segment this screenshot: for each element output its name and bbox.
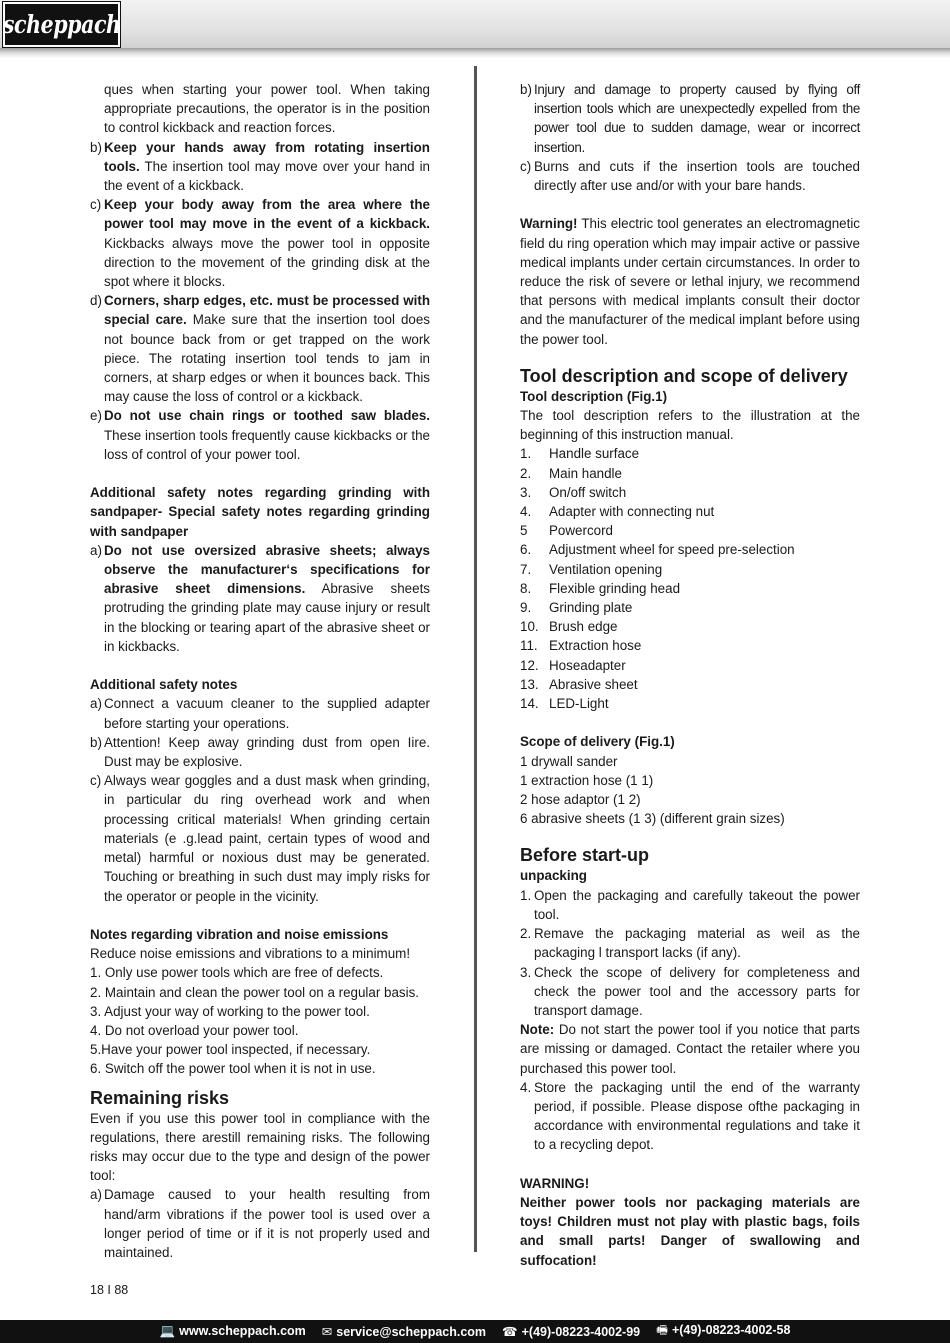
list-item <box>90 771 430 905</box>
list-item: 11. Extraction hose <box>520 638 642 654</box>
footer-bar <box>0 1320 950 1343</box>
list-item: 1 drywall sander <box>520 753 618 769</box>
kickback-list <box>90 138 430 464</box>
emf-warning <box>520 214 860 348</box>
footer-email[interactable]: ✉ service@scheppach.com <box>321 1325 487 1339</box>
kickback-intro: ques when starting your power tool. When taking appropriate precautions, the operator is in the position to control kickback and reaction forces. <box>104 82 430 136</box>
item-text: Make sure that the insertion tool does not bounce back from or get trapped on the work piece. The rotating insertion tool tends to jam in corners, at sharp edges or when it bounces back. This may cause the loss of control or a kickback. <box>104 312 431 405</box>
item-marker: b) <box>520 82 532 97</box>
list-item: 7. Ventilation opening <box>520 561 663 577</box>
item-marker: b) <box>90 139 102 155</box>
list-item: 10. Brush edge <box>520 619 618 635</box>
list-item: 2 hose adaptor (1 2) <box>520 792 641 808</box>
list-item: 9. Grinding plate <box>520 600 633 616</box>
tool-description-title: Tool description and scope of delivery <box>520 365 848 386</box>
list-item: 3. Adjust your way of working to the power tool. <box>90 1003 370 1019</box>
item-marker: a) <box>90 1187 102 1203</box>
warning-children: Neither power tools nor packaging materials are toys! Children must not play with plastic bags, foils and small parts! Danger of swallowing and suffocation! <box>520 1194 860 1268</box>
computer-icon: 💻 <box>159 1324 176 1338</box>
scope-list <box>520 752 860 829</box>
list-item: 1. Handle surface <box>520 446 640 462</box>
item-bold: Keep your body away from the area where the power tool may move in the event of a kickback. <box>104 197 430 232</box>
list-item: 6. Switch off the power tool when it is not in use. <box>90 1061 376 1077</box>
list-item: 13. Abrasive sheet <box>520 676 638 692</box>
tool-description-intro: The tool description refers to the illustration at the beginning of this instruction manual. <box>520 408 860 443</box>
brand-logo <box>3 2 120 47</box>
remaining-risks-intro: Even if you use this power tool in compliance with the regulations, there arestill remaining risks. The following risks may occur due to the type and design of the power tool: <box>90 1110 430 1184</box>
item-bold: Corners, sharp edges, etc. must be processed with special care. <box>104 293 430 328</box>
right-column <box>520 80 860 1270</box>
item-bold: Do not use chain rings or toothed saw blades. <box>104 408 430 424</box>
list-item: 2. Remave the packaging material as weil as the packaging l transport lacks (if any). <box>520 926 860 961</box>
item-marker: c) <box>90 773 102 789</box>
list-item: 4. Do not overload your power tool. <box>90 1022 299 1038</box>
item-marker: a) <box>90 696 102 712</box>
item-text: These insertion tools frequently cause kickbacks or the loss of control of your power tool. <box>104 427 430 462</box>
left-column <box>90 80 430 1262</box>
item-marker: e) <box>90 408 102 424</box>
scope-of-delivery-subheading: Scope of delivery (Fig.1) <box>520 734 675 750</box>
item-text: Abrasive sheets protruding the grinding plate may cause injury or result in the blocking or tearing apart of the abrasive sheet or in kickbacks. <box>104 581 430 654</box>
list-item: 6. Adjustment wheel for speed pre-selection <box>520 542 795 558</box>
vibration-intro: Reduce noise emissions and vibrations to a minimum! <box>90 946 411 962</box>
list-item: 3. Check the scope of delivery for completeness and check the power tool and the accessory parts for transport damage. <box>520 964 860 1018</box>
list-item <box>90 406 430 464</box>
envelope-icon: ✉ <box>321 1325 333 1339</box>
list-item <box>90 291 430 406</box>
list-item: 5.Have your power tool inspected, if necessary. <box>90 1042 371 1058</box>
list-item: 4. Adapter with connecting nut <box>520 504 715 520</box>
footer-fax: 🖷 +(49)-08223-4002-58 <box>656 1323 791 1337</box>
list-item <box>520 157 860 195</box>
list-item: 5 Powercord <box>520 523 614 539</box>
column-divider <box>474 66 477 1252</box>
note-text: Do not start the power tool if you notice that parts are missing or damaged. Contact the retailer where you purchased this power tool. <box>520 1022 860 1076</box>
item-bold: Keep your hands away from rotating insertion tools. <box>104 139 430 174</box>
note-paragraph <box>520 1020 860 1078</box>
warning-label: Warning! <box>520 216 578 232</box>
list-item: 1. Open the packaging and carefully takeout the power tool. <box>520 887 860 922</box>
list-item: 2. Main handle <box>520 465 622 481</box>
phone-icon: ☎ <box>502 1325 518 1339</box>
item-text: Attention! Keep away grinding dust from open Iire. Dust may be explosive. <box>104 734 430 770</box>
logo-text: scheppach <box>2 10 121 39</box>
header-bar <box>0 0 950 50</box>
parts-list <box>520 444 860 713</box>
before-start-up-title: Before start-up <box>520 845 650 866</box>
list-item <box>90 694 430 732</box>
item-text: Kickbacks always move the power tool in opposite direction to the movement of the grinding disk at the spot where it blocks. <box>104 235 430 290</box>
additional-safety-heading: Additional safety notes <box>90 677 238 693</box>
note-label: Note: <box>520 1022 555 1038</box>
header-shadow <box>0 48 950 58</box>
list-item: 12. Hoseadapter <box>520 657 626 673</box>
vibration-heading: Notes regarding vibration and noise emissions <box>90 926 389 942</box>
page-number: 18 I 88 <box>90 1283 129 1297</box>
list-item <box>90 1185 430 1262</box>
list-item <box>90 195 430 291</box>
list-item: 2. Maintain and clean the power tool on a regular basis. <box>90 984 420 1000</box>
item-text: The insertion tool may move over your hand in the event of a kickback. <box>104 158 430 194</box>
vibration-list <box>90 963 430 1078</box>
item-text: Always wear goggles and a dust mask when grinding, in particular du ring overhead work and when processing critical materials! When grinding certain materials (e .g.lead paint, certain types of wood and metal) harmful or noxious dust may be generated. Touching or breathing in such dust may imply risks for the operator or people in the vicinity. <box>104 773 430 904</box>
list-item: 1 extraction hose (1 1) <box>520 772 654 788</box>
list-item: 6 abrasive sheets (1 3) (different grain sizes) <box>520 811 785 827</box>
fax-icon: 🖷 <box>656 1323 668 1337</box>
item-marker: b) <box>90 734 102 750</box>
remaining-risks-title: Remaining risks <box>90 1087 230 1108</box>
item-text: Damage caused to your health resulting from hand/arm vibrations if the power tool is used over a longer period of time or if it is not properly used and maintained. <box>104 1187 430 1260</box>
item-marker: c) <box>90 197 102 213</box>
item-marker: d) <box>90 293 102 309</box>
item-marker: c) <box>520 158 532 174</box>
item-text: Connect a vacuum cleaner to the supplied adapter before starting your operations. <box>104 696 430 731</box>
list-item <box>90 733 430 771</box>
warning-text: This electric tool generates an electromagnetic field du ring operation which may impair active or passive medical implants under certain circumstances. In order to reduce the risk of severe or lethal injury, we recommend that persons with medical implants consult their doctor and the manufacturer of the medical implant before using the power tool. <box>520 216 860 347</box>
unpacking-subheading: unpacking <box>520 868 587 884</box>
list-item: 14. LED-Light <box>520 696 609 712</box>
list-item <box>90 541 430 656</box>
list-item: 8. Flexible grinding head <box>520 580 681 596</box>
item-text: Burns and cuts if the insertion tools are touched directly after use and/or with your bare hands. <box>534 158 860 194</box>
tool-description-subheading: Tool description (Fig.1) <box>520 388 668 404</box>
warning-heading: WARNING! <box>520 1175 590 1191</box>
list-item <box>90 138 430 196</box>
item-marker: a) <box>90 542 102 558</box>
list-item: 4. Store the packaging until the end of the warranty period, if possible. Please dispose ofthe packaging in accordance with environmental regulations and take it to a recycling depot. <box>520 1079 860 1153</box>
item-bold: Do not use oversized abrasive sheets; always observe the manufacturer‘s specifications for abrasive sheet dimensions. <box>104 542 430 597</box>
list-item <box>520 80 860 157</box>
item-text: Injury and damage to property caused by flying off insertion tools which are unexpectedly expelled from the power tool due to sudden damage, wear or incorrect insertion. <box>534 82 860 155</box>
sandpaper-heading: Additional safety notes regarding grinding with sandpaper- Special safety notes regarding grinding with sandpaper <box>90 485 430 539</box>
footer-phone: ☎ +(49)-08223-4002-99 <box>502 1325 641 1339</box>
footer-website[interactable]: 💻 www.scheppach.com <box>159 1324 306 1338</box>
list-item: 3. On/off switch <box>520 484 627 500</box>
list-item: 1. Only use power tools which are free of defects. <box>90 965 384 981</box>
